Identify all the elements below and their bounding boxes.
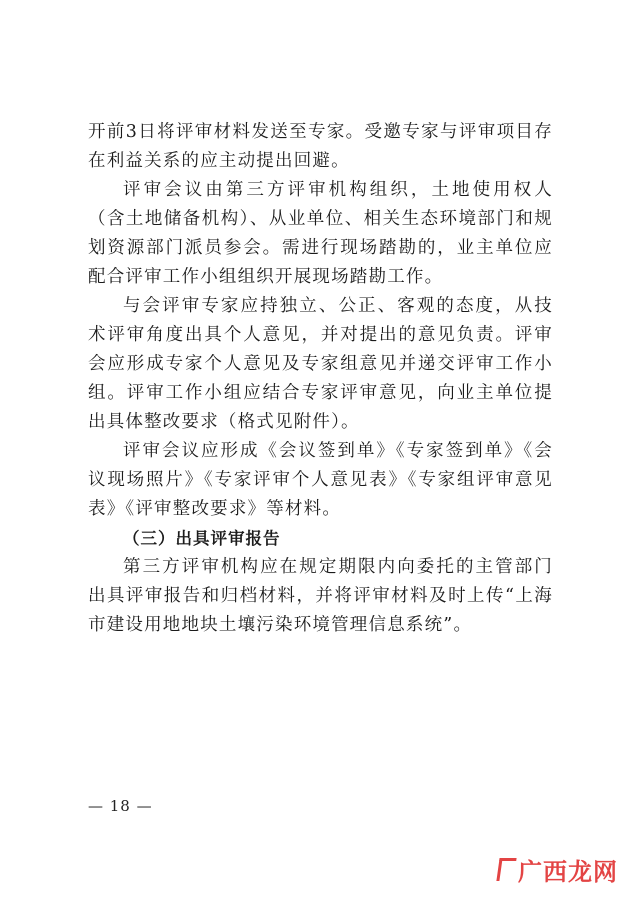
watermark-logo-icon (496, 858, 516, 881)
page-number: — 18 — (88, 797, 153, 815)
paragraph-2: 评审会议由第三方评审机构组织，土地使用权人（含土地储备机构）、从业单位、相关生态环境部门和规划资源部门派员参会。需进行现场踏勘的，业主单位应配合评审工作小组组织开展现场踏勘工作。 (88, 180, 553, 287)
section-heading: （三）出具评审报告 (123, 529, 281, 548)
watermark-text: 广西龙网 (518, 858, 618, 886)
paragraph-1: 开前3日将评审材料发送至专家。受邀专家与评审项目存在利益关系的应主动提出回避。 (88, 122, 553, 171)
paragraph-3: 与会评审专家应持独立、公正、客观的态度，从技术评审角度出具个人意见，并对提出的意见负责。评审会应形成专家个人意见及专家组意见并递交评审工作小组。评审工作小组应结合专家评审意见，向业主单位提出具体整改要求（格式见附件）。 (88, 296, 553, 432)
paragraph-4: 评审会议应形成《会议签到单》《专家签到单》《会议现场照片》《专家评审个人意见表》《专家组评审意见表》《评审整改要求》等材料。 (88, 441, 553, 519)
watermark (498, 852, 618, 887)
paragraph-5: 第三方评审机构应在规定期限内向委托的主管部门出具评审报告和归档材料，并将评审材料及时上传“上海市建设用地地块土壤污染环境管理信息系统”。 (88, 557, 553, 635)
document-body (88, 118, 553, 640)
